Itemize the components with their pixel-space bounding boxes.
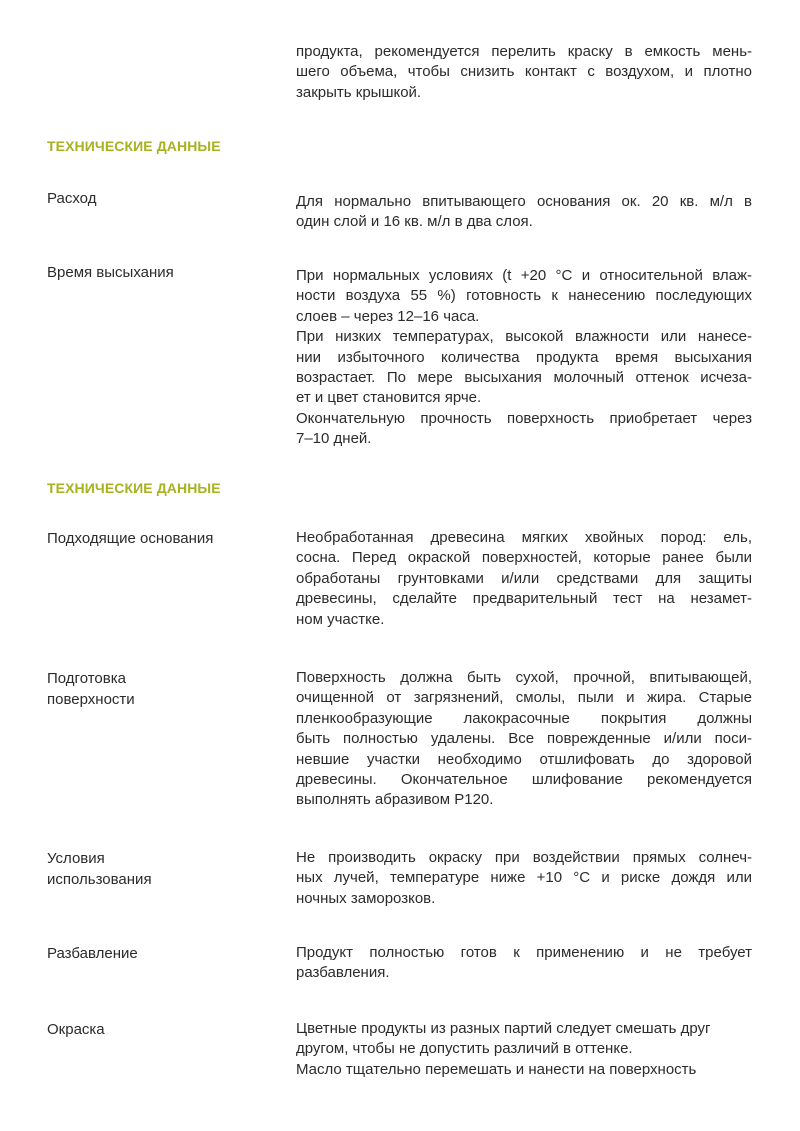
text-line: пленкообразующие лакокрасочные покрытия должны [296,709,752,727]
text-line: ном участке. [296,610,385,628]
text-line: продукта, рекомендуется перелить краску в емкость мень- [296,43,752,60]
text-line: При нормальных условиях (t +20 °С и относительной влаж- [296,267,752,284]
spec-label-line: использования [47,871,152,888]
text-line: ет и цвет становится ярче. [296,389,482,407]
spec-label: Подходящие основания [47,530,214,547]
spec-value [296,192,752,233]
text-line: Необработанная древесина мягких хвойных пород: ель, [296,529,752,546]
spec-label: Время высыхания [47,264,174,281]
text-line: нии избыточного количества продукта время высыхания [296,348,752,366]
text-line: быть полностью удалены. Все поврежденные и/или поси- [296,730,752,748]
text-line: Не производить окраску при воздействии прямых солнеч- [296,849,752,866]
text-line: ных лучей, температуре ниже +10 °С и риске дождя или [296,869,752,887]
text-line: Продукт полностью готов к применению и не требует [296,944,752,961]
text-line: Для нормально впитывающего основания ок. 20 кв. м/л в [296,193,752,210]
spec-label-line: Условия [47,850,105,867]
text-line: выполнять абразивом Р120. [296,791,494,809]
text-line: Поверхность должна быть сухой, прочной, впитывающей, [296,669,752,686]
text-line: ночных заморозков. [296,889,436,907]
text-line: невшие участки необходимо отшлифовать до здоровой [296,750,752,768]
spec-value [296,266,752,450]
section-heading-technical-data-1: ТЕХНИЧЕСКИЕ ДАННЫЕ [47,138,221,154]
spec-label-line: поверхности [47,691,135,708]
text-line: слоев – через 12–16 часа. [296,307,480,325]
spec-label [47,668,267,710]
spec-label [47,848,267,890]
text-line: Окончательную прочность поверхность приобретает через [296,409,752,427]
spec-label: Разбавление [47,945,138,962]
spec-label: Расход [47,190,97,207]
section-heading-technical-data-2: ТЕХНИЧЕСКИЕ ДАННЫЕ [47,480,221,496]
text-line: обработаны грунтовками и/или средствами для защиты [296,569,752,587]
text-line: древесины. Окончательное шлифование рекомендуется [296,771,752,789]
spec-value [296,668,752,811]
spec-label-line: Подготовка [47,670,126,687]
text-line: очищенной от загрязнений, смолы, пыли и жира. Старые [296,689,752,707]
spec-label: Окраска [47,1021,105,1038]
spec-value [296,528,752,630]
text-line: При низких температурах, высокой влажности или нанесе- [296,328,752,346]
text-line: ности воздуха 55 %) готовность к нанесению последующих [296,287,752,305]
text-line: закрыть крышкой. [296,83,422,101]
text-line: древесины, сделайте предварительный тест на незамет- [296,590,752,608]
text-line: возрастает. По мере высыхания молочный оттенок исчеза- [296,369,752,387]
text-line: 7–10 дней. [296,430,372,448]
text-line: шего объема, чтобы снизить контакт с воздухом, и плотно [296,63,752,81]
spec-value [296,848,752,909]
spec-value [296,1019,752,1080]
text-line: Цветные продукты из разных партий следует смешать друг [296,1020,711,1037]
text-line: разбавления. [296,964,390,982]
intro-paragraph [296,42,752,103]
text-line: другом, чтобы не допустить различий в оттенке. [296,1040,633,1058]
spec-value [296,943,752,984]
text-line: один слой и 16 кв. м/л в два слоя. [296,213,533,231]
text-line: сосна. Перед окраской поверхностей, которые ранее были [296,549,752,567]
text-line: Масло тщательно перемешать и нанести на поверхность [296,1060,697,1078]
